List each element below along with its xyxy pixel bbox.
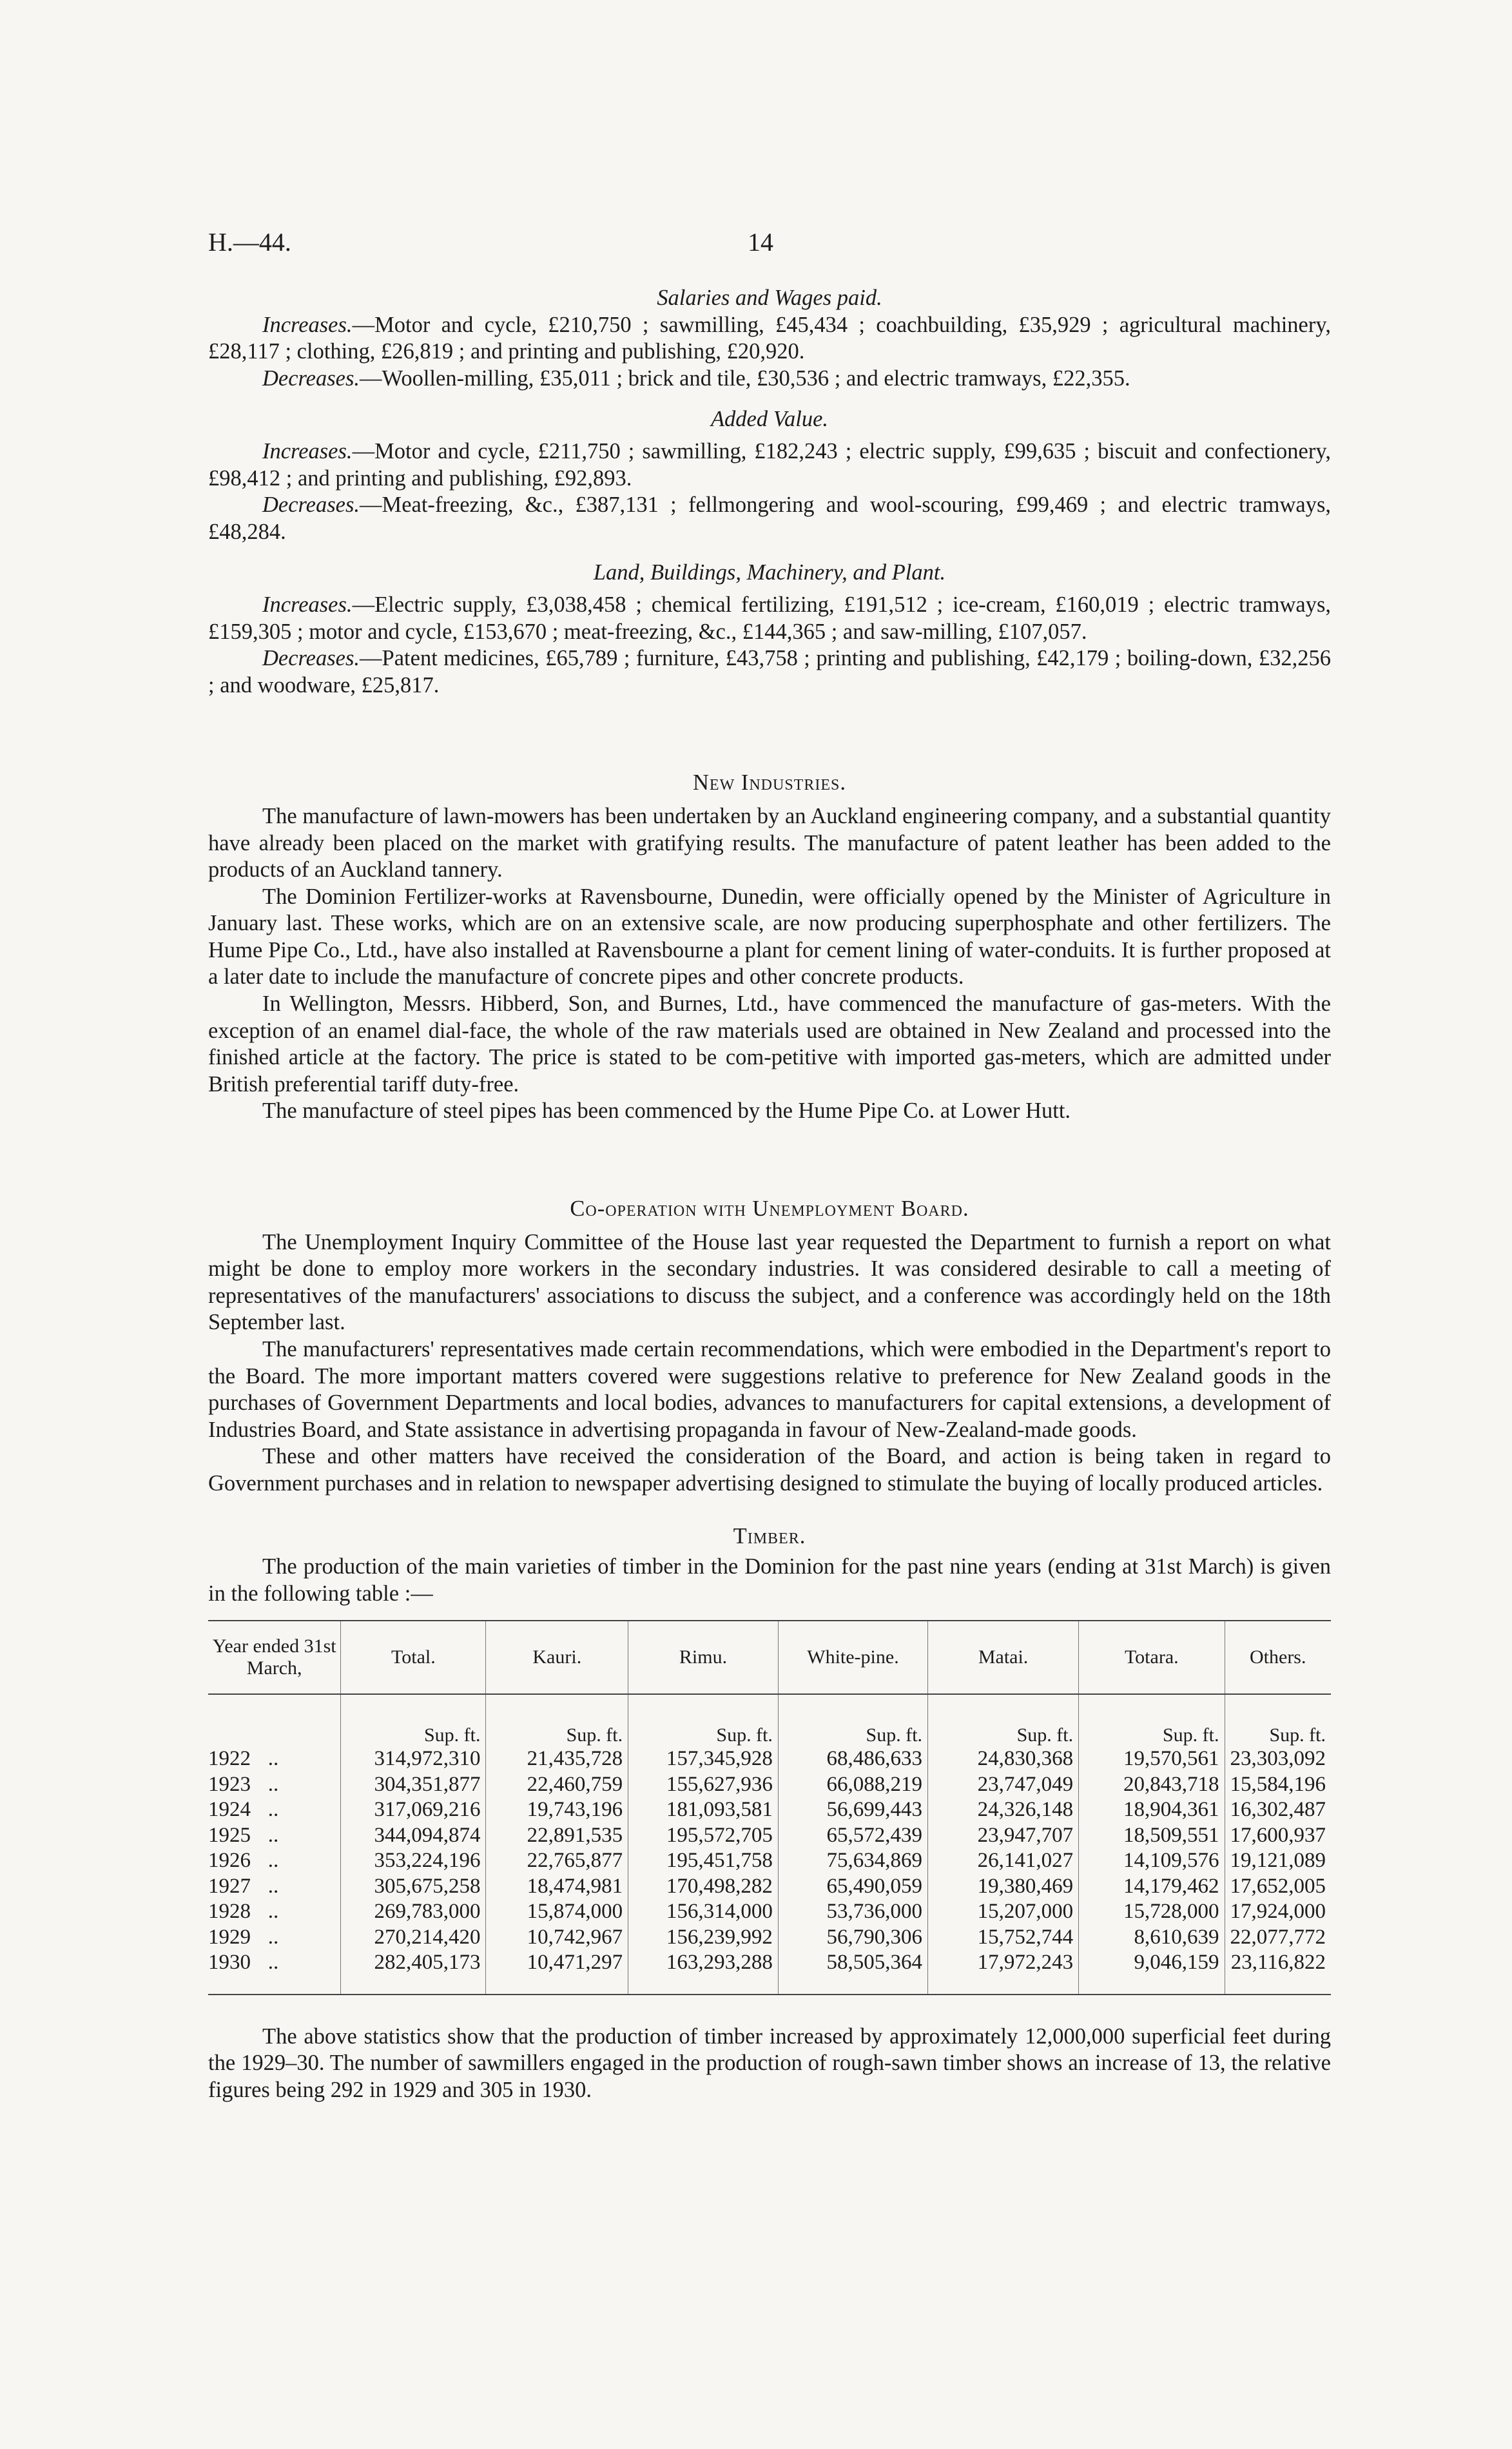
column-header-white-pine: White-pine. [778,1621,927,1694]
column-header-total: Total. [341,1621,486,1694]
new-industries-heading: New Industries. [693,770,846,795]
value-cell: 18,904,361 [1079,1797,1225,1823]
year-cell: 1922 .. [208,1747,279,1771]
value-cell: 14,109,576 [1079,1848,1225,1874]
value-cell: 181,093,581 [628,1797,779,1823]
column-header-others: Others. [1225,1621,1331,1694]
value-cell: 314,972,310 [341,1746,486,1772]
page-header [208,227,1331,266]
value-cell: 23,303,092 [1225,1746,1331,1772]
cooperation-paragraph: These and other matters have received the consideration of the Board, and action is being taken in regard to Government purchases and in relation to newspaper advertising designed to stimulate the buying of locally produced articles. [208,1444,1331,1496]
year-cell: 1923 .. [208,1772,279,1796]
added-value-decreases: Decreases.—Meat-freezing, &c., £387,131 ; fellmongering and wool-scouring, £99,469 ; and electric tramways, £48,284. [208,493,1331,544]
timber-heading: Timber. [733,1523,806,1548]
value-cell: 157,345,928 [628,1746,779,1772]
table-row [208,1874,1331,1900]
document-reference: H.—44. [208,228,291,257]
value-cell: 65,490,059 [778,1874,927,1900]
document-body [208,285,1331,2104]
value-cell: 19,121,089 [1225,1848,1331,1874]
value-cell: 17,972,243 [928,1950,1079,1995]
value-cell: 23,116,822 [1225,1950,1331,1995]
value-cell: 14,179,462 [1079,1874,1225,1900]
timber-table-header [208,1621,1331,1694]
value-cell: 19,570,561 [1079,1746,1225,1772]
value-cell: 15,207,000 [928,1899,1079,1925]
table-row [208,1925,1331,1951]
column-header-kauri: Kauri. [486,1621,628,1694]
value-cell: 305,675,258 [341,1874,486,1900]
added-value-increases: Increases.—Motor and cycle, £211,750 ; sawmilling, £182,243 ; electric supply, £99,635 ; biscuit and confectionery, £98,412 ; and printing and publishing, £92,893. [208,438,1331,491]
value-cell: 163,293,288 [628,1950,779,1995]
column-header-matai: Matai. [928,1621,1079,1694]
year-cell: 1930 .. [208,1950,341,1995]
value-cell: 58,505,364 [778,1950,927,1995]
value-cell: 26,141,027 [928,1848,1079,1874]
year-cell: 1928 .. [208,1900,279,1924]
value-cell: 22,765,877 [486,1848,628,1874]
table-row [208,1848,1331,1874]
value-cell: 22,077,772 [1225,1925,1331,1951]
value-cell: 10,742,967 [486,1925,628,1951]
unit-label: Sup. ft. [1225,1694,1331,1746]
value-cell: 269,783,000 [341,1899,486,1925]
unit-label: Sup. ft. [628,1694,779,1746]
value-cell: 156,314,000 [628,1899,779,1925]
value-cell: 65,572,439 [778,1823,927,1849]
column-header-year: Year ended 31st March, [208,1621,341,1694]
value-cell: 170,498,282 [628,1874,779,1900]
value-cell: 22,891,535 [486,1823,628,1849]
unit-label: Sup. ft. [778,1694,927,1746]
column-header-totara: Totara. [1079,1621,1225,1694]
table-row [208,1746,1331,1772]
added-value-heading: Added Value. [710,407,829,432]
value-cell: 20,843,718 [1079,1772,1225,1798]
unit-label: Sup. ft. [486,1694,628,1746]
cooperation-paragraph: The Unemployment Inquiry Committee of the House last year requested the Department to furnish a report on what might be done to employ more workers in the secondary industries. It was considered desirable to call a meeting of representatives of the manufacturers' associations to discuss the subject, and a conference was accordingly held on the 18th September last. [208,1229,1331,1335]
new-industries-paragraph: The manufacture of steel pipes has been commenced by the Hume Pipe Co. at Lower Hutt. [262,1098,1071,1124]
table-row [208,1772,1331,1798]
value-cell: 10,471,297 [486,1950,628,1995]
value-cell: 56,790,306 [778,1925,927,1951]
land-decreases: Decreases.—Patent medicines, £65,789 ; furniture, £43,758 ; printing and publishing, £42,179 ; boiling-down, £32,256 ; and woodware, £25,817. [208,646,1331,698]
value-cell: 56,699,443 [778,1797,927,1823]
cooperation-heading: Co-operation with Unemployment Board. [570,1196,969,1222]
year-cell: 1924 .. [208,1798,279,1822]
value-cell: 68,486,633 [778,1746,927,1772]
value-cell: 344,094,874 [341,1823,486,1849]
salaries-increases: Increases.—Motor and cycle, £210,750 ; sawmilling, £45,434 ; coachbuilding, £35,929 ; agricultural machinery, £28,117 ; clothing, £26,819 ; and printing and publishing, £20,920. [208,312,1331,364]
table-row [208,1797,1331,1823]
new-industries-paragraph: The Dominion Fertilizer-works at Ravensbourne, Dunedin, were officially opened by the Minister of Agriculture in January last. These works, which are on an extensive scale, are now producing superphosphate and other fertilizers. The Hume Pipe Co., Ltd., have also installed at Ravensbourne a plant for cement lining of water-conduits. It is further proposed at a later date to include the manufacture of concrete pipes and other concrete products. [208,884,1331,990]
value-cell: 18,474,981 [486,1874,628,1900]
value-cell: 156,239,992 [628,1925,779,1951]
value-cell: 9,046,159 [1079,1950,1225,1995]
land-heading: Land, Buildings, Machinery, and Plant. [593,560,946,585]
timber-table [208,1620,1331,1995]
value-cell: 304,351,877 [341,1772,486,1798]
year-cell: 1927 .. [208,1874,279,1898]
salaries-heading: Salaries and Wages paid. [657,286,882,310]
value-cell: 270,214,420 [341,1925,486,1951]
new-industries-paragraph: In Wellington, Messrs. Hibberd, Son, and Burnes, Ltd., have commenced the manufacture of gas-meters. With the exception of an enamel dial-face, the whole of the raw materials used are obtained in New Zealand and processed into the finished article at the factory. The price is stated to be com-petitive with imported gas-meters, which are admitted under British preferential tariff duty-free. [208,991,1331,1097]
unit-label: Sup. ft. [928,1694,1079,1746]
value-cell: 353,224,196 [341,1848,486,1874]
value-cell: 195,451,758 [628,1848,779,1874]
table-row [208,1823,1331,1849]
value-cell: 155,627,936 [628,1772,779,1798]
value-cell: 17,924,000 [1225,1899,1331,1925]
value-cell: 17,600,937 [1225,1823,1331,1849]
value-cell: 23,947,707 [928,1823,1079,1849]
value-cell: 15,584,196 [1225,1772,1331,1798]
units-row [208,1694,1331,1746]
cooperation-paragraph: The manufacturers' representatives made certain recommendations, which were embodied in the Department's report to the Board. The more important matters covered were suggestions relative to preference for New Zealand goods in the purchases of Government Departments and local bodies, advances to manufacturers for capital extensions, a development of Industries Board, and State assistance in advertising propaganda in favour of New-Zealand-made goods. [208,1337,1331,1442]
year-cell: 1926 .. [208,1849,279,1873]
unit-label: Sup. ft. [1079,1694,1225,1746]
value-cell: 317,069,216 [341,1797,486,1823]
value-cell: 23,747,049 [928,1772,1079,1798]
value-cell: 282,405,173 [341,1950,486,1995]
value-cell: 19,743,196 [486,1797,628,1823]
value-cell: 15,874,000 [486,1899,628,1925]
value-cell: 19,380,469 [928,1874,1079,1900]
value-cell: 195,572,705 [628,1823,779,1849]
salaries-decreases: Decreases.—Woollen-milling, £35,011 ; brick and tile, £30,536 ; and electric tramways, £22,355. [262,366,1130,391]
table-row [208,1899,1331,1925]
value-cell: 15,752,744 [928,1925,1079,1951]
value-cell: 8,610,639 [1079,1925,1225,1951]
value-cell: 22,460,759 [486,1772,628,1798]
unit-label: Sup. ft. [341,1694,486,1746]
year-cell: 1929 .. [208,1925,279,1949]
land-increases: Increases.—Electric supply, £3,038,458 ; chemical fertilizing, £191,512 ; ice-cream, £160,019 ; electric tramways, £159,305 ; motor and cycle, £153,670 ; meat-freezing, &c., £144,365 ; and saw-milling, £107,057. [208,592,1331,644]
value-cell: 66,088,219 [778,1772,927,1798]
value-cell: 53,736,000 [778,1899,927,1925]
table-row [208,1950,1331,1995]
page-number: 14 [748,228,773,257]
value-cell: 21,435,728 [486,1746,628,1772]
timber-conclusion: The above statistics show that the production of timber increased by approximately 12,000,000 superficial feet during the 1929–30. The number of sawmillers engaged in the production of rough-sawn timber shows an increase of 13, the relative figures being 292 in 1929 and 305 in 1930. [208,2024,1331,2103]
year-cell: 1925 .. [208,1823,279,1847]
column-header-rimu: Rimu. [628,1621,779,1694]
value-cell: 75,634,869 [778,1848,927,1874]
new-industries-paragraph: The manufacture of lawn-mowers has been undertaken by an Auckland engineering company, and a substantial quantity have already been placed on the market with gratifying results. The manufacture of patent leather has been added to the products of an Auckland tannery. [208,803,1331,883]
value-cell: 16,302,487 [1225,1797,1331,1823]
value-cell: 17,652,005 [1225,1874,1331,1900]
timber-intro: The production of the main varieties of timber in the Dominion for the past nine years (ending at 31st March) is given in the following table :— [208,1554,1331,1606]
value-cell: 24,326,148 [928,1797,1079,1823]
value-cell: 15,728,000 [1079,1899,1225,1925]
value-cell: 24,830,368 [928,1746,1079,1772]
value-cell: 18,509,551 [1079,1823,1225,1849]
